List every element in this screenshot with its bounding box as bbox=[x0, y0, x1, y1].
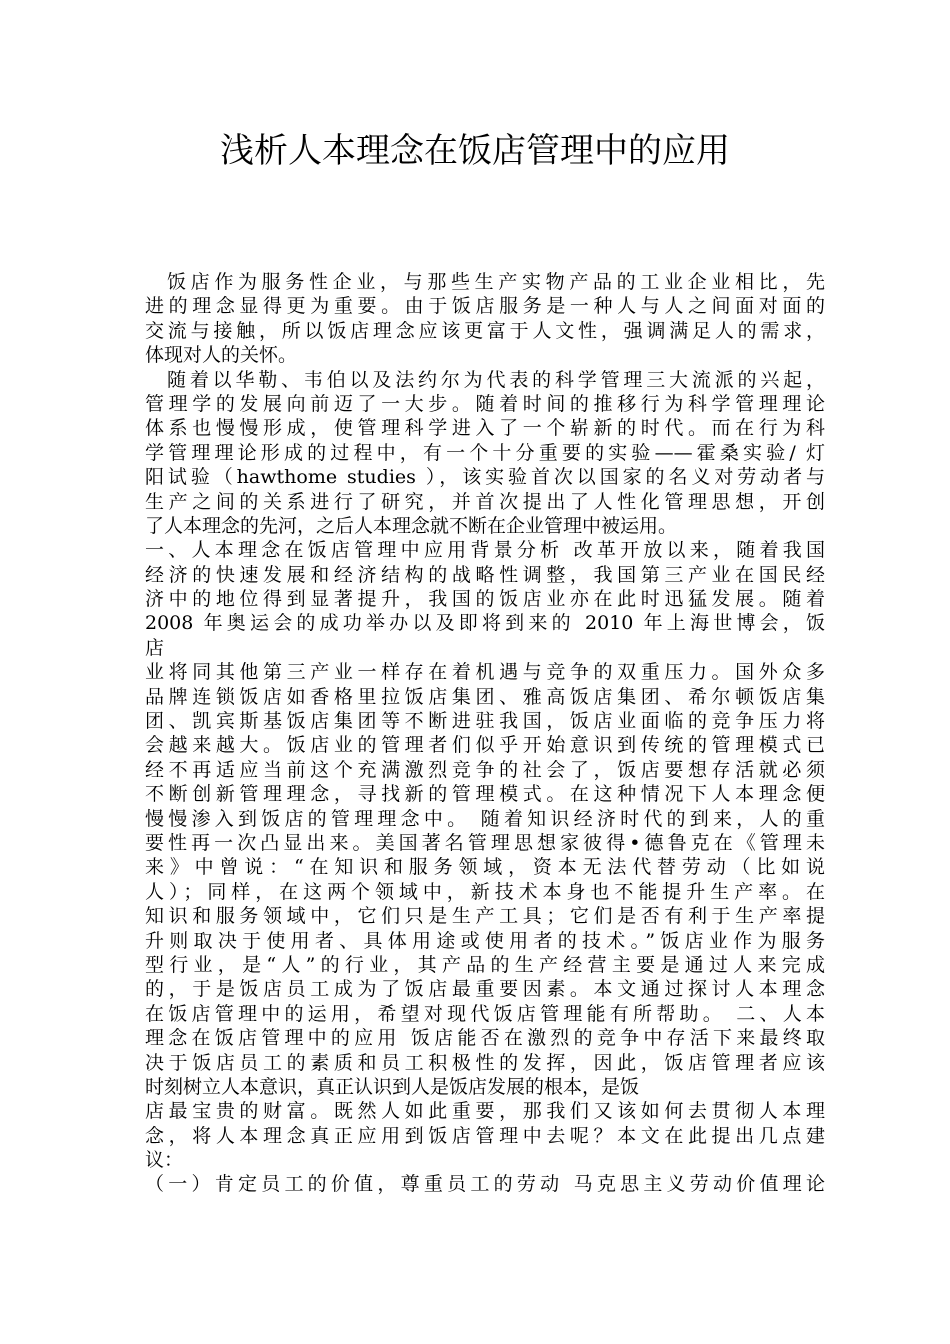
text-line: 不断创新管理理念，寻找新的管理模式。在这种情况下人本理念便 bbox=[145, 783, 825, 806]
text-line: 决于饭店员工的素质和员工积极性的发挥，因此，饭店管理者应该 bbox=[145, 1051, 825, 1074]
text-line: 店 bbox=[145, 636, 165, 659]
text-line: 的，于是饭店员工成为了饭店最重要因素。本文通过探讨人本理念 bbox=[145, 978, 825, 1001]
text-line: 学管理理论形成的过程中，有一个十分重要的实验——霍桑实验/ 灯 bbox=[145, 441, 825, 464]
text-line: 经济的快速发展和经济结构的战略性调整，我国第三产业在国民经 bbox=[145, 563, 825, 586]
text-line: 议： bbox=[145, 1149, 184, 1172]
text-line: 经不再适应当前这个充满激烈竞争的社会了，饭店要想存活就必须 bbox=[145, 758, 825, 781]
text-line: 会越来越大。饭店业的管理者们似乎开始意识到传统的管理模式已 bbox=[145, 734, 825, 757]
text-line: 要性再一次凸显出来。美国著名管理思想家彼得•德鲁克在《管理未 bbox=[145, 831, 825, 854]
text-line: 在饭店管理中的运用，希望对现代饭店管理能有所帮助。 二、人本 bbox=[145, 1002, 825, 1025]
text-line: 交流与接触，所以饭店理念应该更富于人文性，强调满足人的需求， bbox=[145, 319, 825, 342]
text-line: 理念在饭店管理中的应用 饭店能否在激烈的竞争中存活下来最终取 bbox=[145, 1027, 825, 1050]
text-line: 管理学的发展向前迈了一大步。随着时间的推移行为科学管理理论 bbox=[145, 392, 825, 415]
document-title: 浅析人本理念在饭店管理中的应用 bbox=[220, 131, 730, 171]
text-line: 团、凯宾斯基饭店集团等不断进驻我国，饭店业面临的竞争压力将 bbox=[145, 710, 825, 733]
text-line: 进的理念显得更为重要。由于饭店服务是一种人与人之间面对面的 bbox=[145, 295, 825, 318]
text-line: 知识和服务领域中，它们只是生产工具；它们是否有利于生产率提 bbox=[145, 905, 825, 928]
subsection-heading-line: （一）肯定员工的价值，尊重员工的劳动 马克思主义劳动价值理论 bbox=[145, 1173, 825, 1196]
text-line: 了人本理念的先河，之后人本理念就不断在企业管理中被运用。 bbox=[145, 514, 678, 537]
text-line: 型行业，是“人”的行业，其产品的生产经营主要是通过人来完成 bbox=[145, 953, 825, 976]
text-line: 时刻树立人本意识，真正认识到人是饭店发展的根本，是饭 bbox=[145, 1075, 640, 1098]
text-line: 店最宝贵的财富。既然人如此重要，那我们又该如何去贯彻人本理 bbox=[145, 1100, 825, 1123]
text-line: 慢慢渗入到饭店的管理理念中。 随着知识经济时代的到来，人的重 bbox=[145, 807, 825, 830]
document-body bbox=[145, 270, 825, 1197]
text-line: 人）；同样，在这两个领域中，新技术本身也不能提升生产率。在 bbox=[145, 880, 825, 903]
text-line: 念，将人本理念真正应用到饭店管理中去呢？本文在此提出几点建 bbox=[145, 1124, 825, 1147]
text-line: 阳试验（hawthome studies ），该实验首次以国家的名义对劳动者与 bbox=[145, 466, 825, 489]
section-heading-line: 一、人本理念在饭店管理中应用背景分析 改革开放以来，随着我国 bbox=[145, 539, 825, 562]
text-line: 体现对人的关怀。 bbox=[145, 344, 298, 367]
text-line: 升则取决于使用者、具体用途或使用者的技术。”饭店业作为服务 bbox=[145, 929, 825, 952]
text-line: 业将同其他第三产业一样存在着机遇与竞争的双重压力。国外众多 bbox=[145, 661, 825, 684]
text-line: 生产之间的关系进行了研究，并首次提出了人性化管理思想，开创 bbox=[145, 490, 825, 513]
text-line: 饭店作为服务性企业，与那些生产实物产品的工业企业相比，先 bbox=[167, 271, 825, 293]
text-line: 体系也慢慢形成，使管理科学进入了一个崭新的时代。而在行为科 bbox=[145, 417, 825, 440]
text-line: 来》中曾说：“在知识和服务领域，资本无法代替劳动（比如说 bbox=[145, 856, 825, 879]
text-line: 2008 年奥运会的成功举办以及即将到来的 2010 年上海世博会，饭 bbox=[145, 612, 825, 635]
text-line: 济中的地位得到显著提升，我国的饭店业亦在此时迅猛发展。随着 bbox=[145, 588, 825, 611]
text-line: 品牌连锁饭店如香格里拉饭店集团、雅高饭店集团、希尔顿饭店集 bbox=[145, 685, 825, 708]
text-line: 随着以华勒、韦伯以及法约尔为代表的科学管理三大流派的兴起， bbox=[167, 368, 825, 391]
